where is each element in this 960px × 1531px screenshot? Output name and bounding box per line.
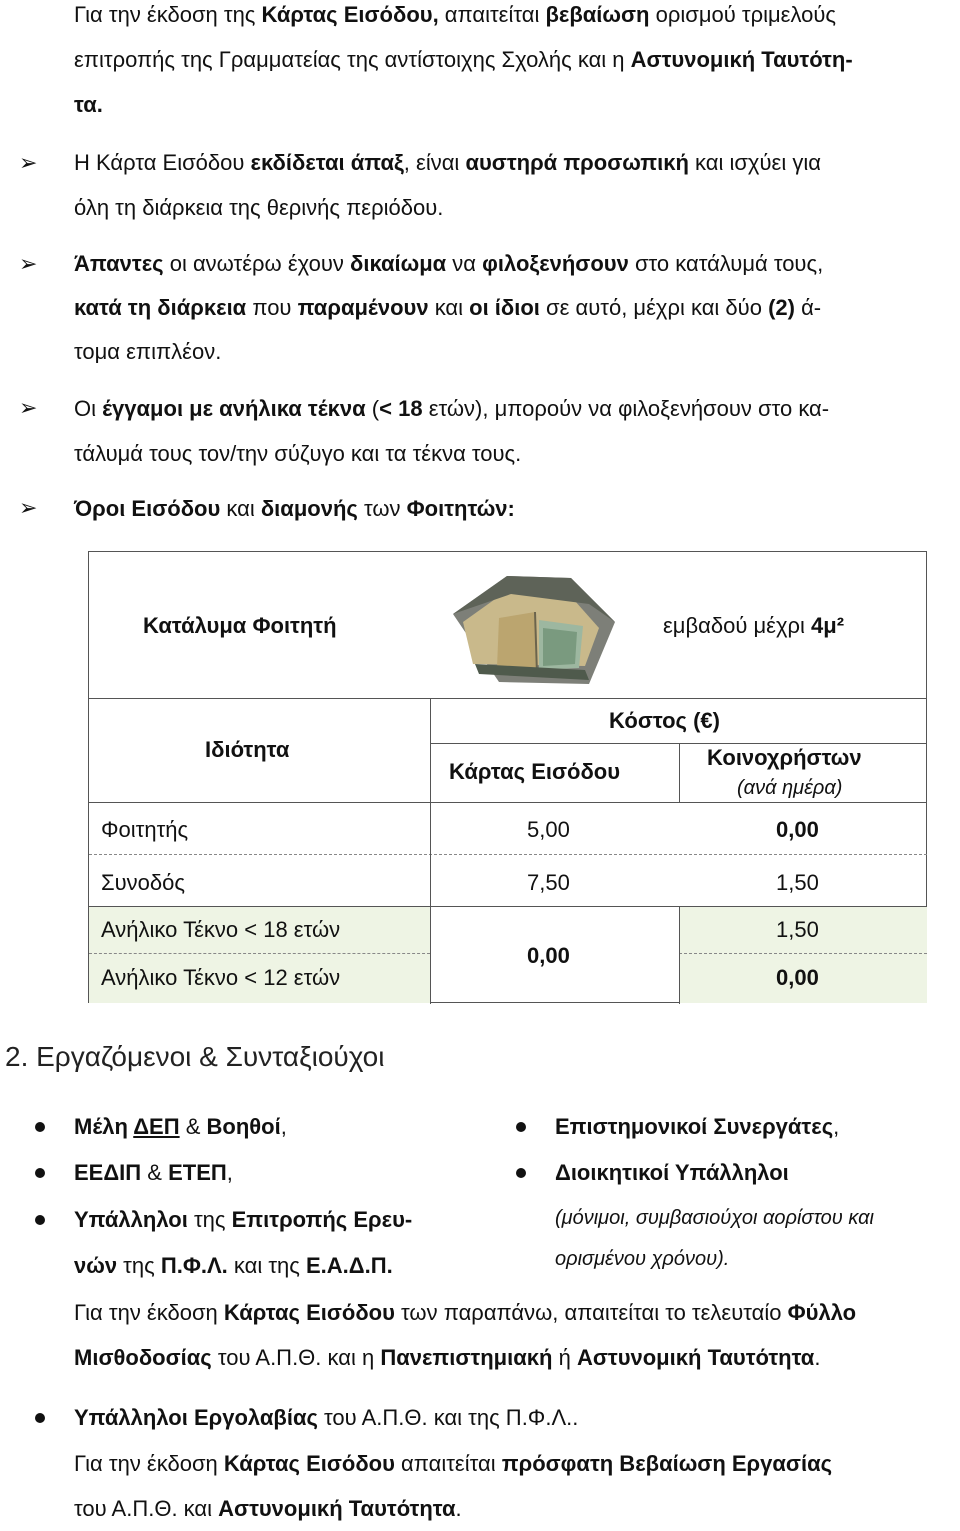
bullet-hosting-right: Άπαντες οι ανωτέρω έχουν δικαίωμα να φιλοξενήσουν στο κατάλυμά τους, κατά τη διάρκεια που παραμένουν και οι ίδιοι σε αυτό, μέχρι και δύο (2) ά- τομα επιπλέον.	[74, 251, 824, 364]
col-status-header: Ιδιότητα	[205, 737, 290, 762]
bullet-dot-icon	[35, 1215, 45, 1225]
bullet-entry-terms: Όροι Εισόδου και διαμονής των Φοιτητών:	[74, 496, 515, 521]
tent-icon	[439, 570, 629, 688]
lodging-label: Κατάλυμα Φοιτητή	[143, 613, 337, 638]
col-common-header: Κοινοχρήστων	[707, 745, 862, 770]
row-common: 1,50	[776, 917, 819, 942]
bullet-single-issue: Η Κάρτα Εισόδου εκδίδεται άπαξ, είναι αυστηρά προσωπική και ισχύει για όλη τη διάρκεια της θερινής περιόδου.	[74, 150, 821, 220]
col-card-header: Κάρτας Εισόδου	[449, 759, 621, 784]
bullet-dot-icon	[516, 1168, 526, 1178]
left-item-committee-cont: νών της Π.Φ.Λ. και της Ε.Α.Δ.Π.	[74, 1253, 393, 1278]
bullet-married-children: Οι έγγαμοι με ανήλικα τέκνα (< 18 ετών), μπορούν να φιλοξενήσουν στο κα- τάλυμά τους τον/την σύζυγο και τα τέκνα τους.	[74, 396, 830, 466]
row-common: 0,00	[776, 817, 819, 842]
contractor-requirement: Για την έκδοση Κάρτας Εισόδου απαιτείται πρόσφατη Βεβαίωση Εργασίας του Α.Π.Θ. και Αστυνομική Ταυτότητα.	[74, 1451, 833, 1521]
row-status: Ανήλικο Τέκνο < 18 ετών	[101, 917, 341, 942]
bullet-dot-icon	[35, 1122, 45, 1132]
bullet-dot-icon	[35, 1168, 45, 1178]
col-common-note: (ανά ημέρα)	[737, 777, 843, 799]
bullet-dot-icon	[516, 1122, 526, 1132]
right-item-admin-note: ορισμένου χρόνου).	[555, 1248, 730, 1270]
arrow-bullet-icon: ➢	[19, 251, 38, 276]
area-text: εμβαδού μέχρι 4μ²	[663, 613, 845, 638]
left-item-eedip: ΕΕΔΙΠ & ΕΤΕΠ,	[74, 1160, 233, 1185]
payroll-requirement: Για την έκδοση Κάρτας Εισόδου των παραπάνω, απαιτείται το τελευταίο Φύλλο Μισθοδοσίας του Α.Π.Θ. και η Πανεπιστημιακή ή Αστυνομική Ταυτότητα.	[74, 1300, 857, 1370]
row-card-merged: 0,00	[527, 943, 570, 968]
col-cost-header: Κόστος (€)	[609, 708, 720, 733]
right-item-admin-note: (μόνιμοι, συμβασιούχοι αορίστου και	[555, 1207, 874, 1229]
right-item-admin: Διοικητικοί Υπάλληλοι	[555, 1160, 789, 1185]
left-item-committee: Υπάλληλοι της Επιτροπής Ερευ-	[74, 1207, 413, 1232]
row-card: 5,00	[527, 817, 570, 842]
row-status: Ανήλικο Τέκνο < 12 ετών	[101, 965, 341, 990]
contractor-item: Υπάλληλοι Εργολαβίας του Α.Π.Θ. και της Π.Φ.Λ..	[74, 1405, 579, 1430]
row-status: Φοιτητής	[101, 817, 189, 842]
row-common: 0,00	[776, 965, 819, 990]
left-item-dep: Μέλη ΔΕΠ & Βοηθοί,	[74, 1114, 287, 1139]
row-common: 1,50	[776, 870, 819, 895]
row-status: Συνοδός	[101, 870, 185, 895]
fees-table	[88, 551, 927, 1003]
section-heading: 2. Εργαζόμενοι & Συνταξιούχοι	[5, 1041, 385, 1072]
intro-paragraph: Για την έκδοση της Κάρτας Εισόδου, απαιτείται βεβαίωση ορισμού τριμελούς επιτροπής της Γραμματείας της αντίστοιχης Σχολής και η Αστυνομική Ταυτότη- τα.	[74, 2, 853, 117]
arrow-bullet-icon: ➢	[19, 495, 38, 520]
right-item-collaborators: Επιστημονικοί Συνεργάτες,	[555, 1114, 840, 1139]
arrow-bullet-icon: ➢	[19, 150, 38, 175]
row-card: 7,50	[527, 870, 570, 895]
bullet-dot-icon	[35, 1413, 45, 1423]
arrow-bullet-icon: ➢	[19, 395, 38, 420]
